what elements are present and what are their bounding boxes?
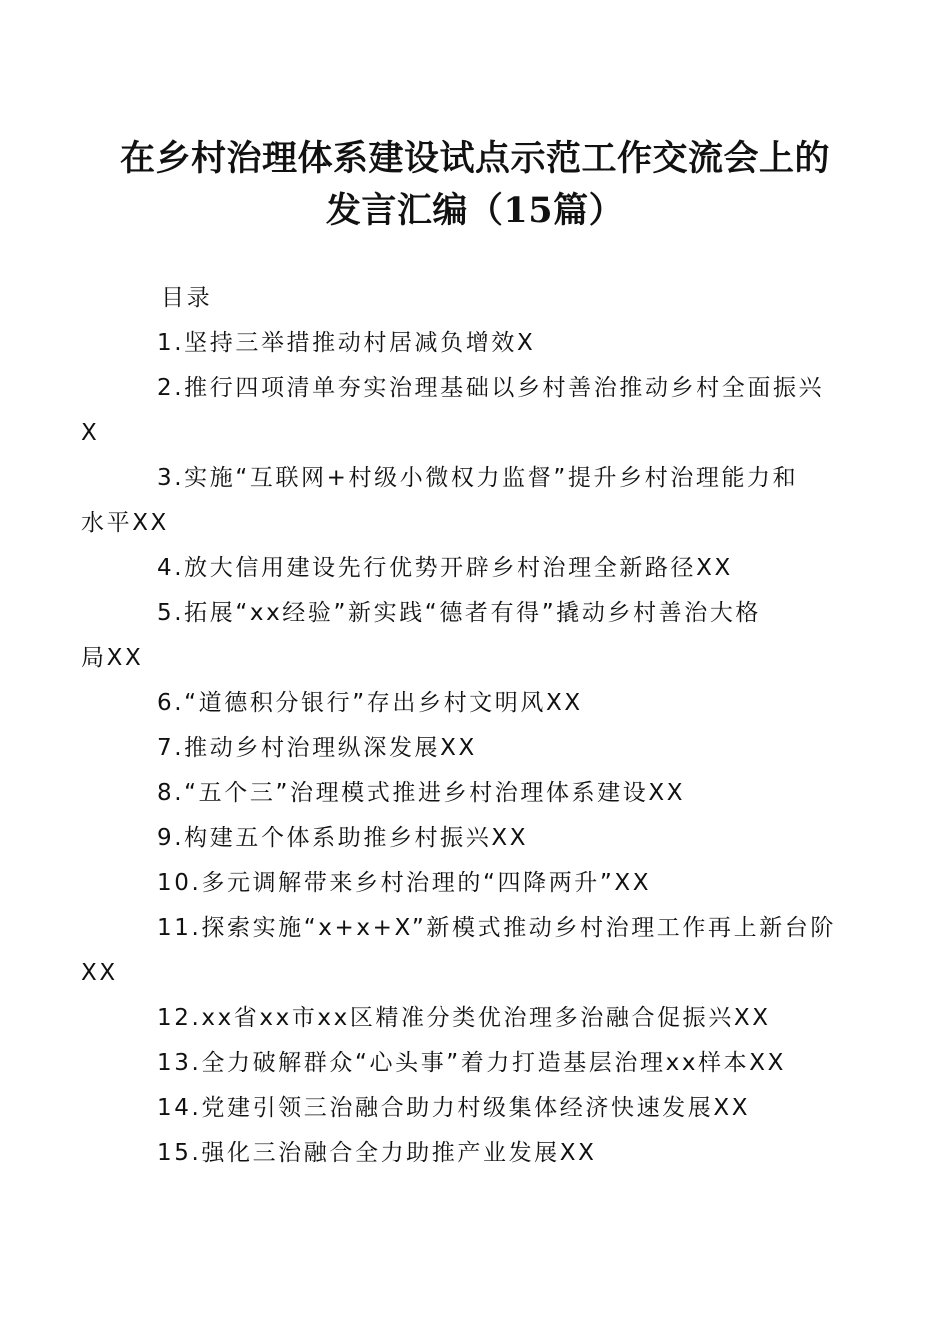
toc-entry-continuation: X: [81, 420, 100, 446]
toc-entry: [119, 816, 826, 861]
toc-entry: [81, 591, 826, 681]
toc-heading: 目录: [161, 285, 213, 311]
toc-entry-text: 5.拓展“xx经验”新实践“德者有得”撬动乡村善治大格: [157, 600, 762, 626]
toc-entry-text: 15.强化三治融合全力助推产业发展XX: [157, 1140, 597, 1166]
toc-entry: [119, 996, 826, 1041]
table-of-contents: [81, 276, 836, 1176]
toc-entry: [119, 1131, 826, 1176]
toc-entry: [81, 366, 826, 456]
toc-entry-text: 4.放大信用建设先行优势开辟乡村治理全新路径XX: [157, 555, 733, 581]
toc-entry: [119, 546, 826, 591]
toc-entry-text: 9.构建五个体系助推乡村振兴XX: [157, 825, 529, 851]
toc-entry-text: 10.多元调解带来乡村治理的“四降两升”XX: [157, 870, 652, 896]
toc-entry-continuation: 局XX: [81, 645, 144, 671]
toc-entry-text: 12.xx省xx市xx区精准分类优治理多治融合促振兴XX: [157, 1005, 771, 1031]
toc-entry: [119, 726, 826, 771]
toc-entry-text: 7.推动乡村治理纵深发展XX: [157, 735, 477, 761]
title-line-1: 在乡村治理体系建设试点示范工作交流会上的: [119, 138, 830, 179]
toc-entry: [81, 906, 836, 996]
toc-entry: [119, 861, 826, 906]
toc-entry-text: 14.党建引领三治融合助力村级集体经济快速发展XX: [157, 1095, 751, 1121]
toc-entry-text: 1.坚持三举措推动村居减负增效X: [157, 330, 536, 356]
toc-entry: [119, 321, 826, 366]
toc-entry: [119, 771, 826, 816]
toc-entry-continuation: XX: [81, 960, 118, 986]
toc-entry: [119, 681, 826, 726]
title-line-2: 发言汇编（15篇）: [325, 190, 625, 231]
toc-entry-text: 8.“五个三”治理模式推进乡村治理体系建设XX: [157, 780, 686, 806]
toc-entry: [119, 1086, 826, 1131]
toc-entry-text: 3.实施“互联网+村级小微权力监督”提升乡村治理能力和: [157, 465, 799, 491]
toc-entry-text: 11.探索实施“x+x+X”新模式推动乡村治理工作再上新台阶: [157, 915, 836, 941]
toc-entry-text: 13.全力破解群众“心头事”着力打造基层治理xx样本XX: [157, 1050, 786, 1076]
toc-entry-text: 6.“道德积分银行”存出乡村文明风XX: [157, 690, 583, 716]
document-title: [100, 133, 850, 237]
toc-entry-continuation: 水平XX: [81, 510, 169, 536]
toc-entry: [119, 1041, 826, 1086]
toc-list: [81, 321, 836, 1176]
toc-entry-text: 2.推行四项清单夯实治理基础以乡村善治推动乡村全面振兴: [157, 375, 825, 401]
toc-entry: [81, 456, 826, 546]
